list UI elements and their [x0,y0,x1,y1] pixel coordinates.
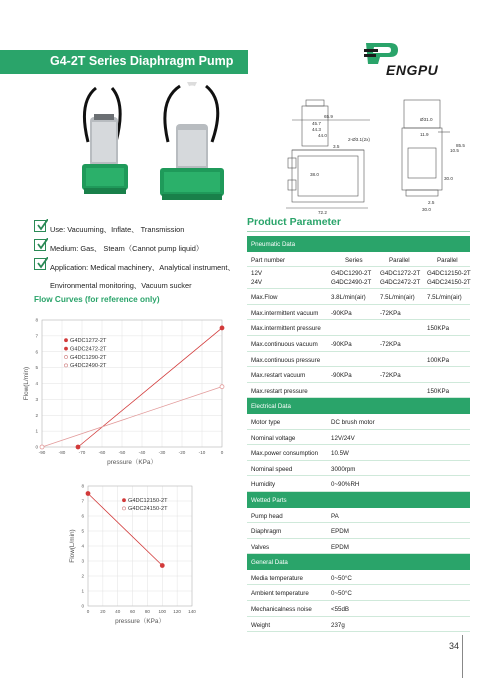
cell: Pump head [251,512,283,520]
x-tick-label: -90 [38,450,46,455]
cell: 100KPa [427,356,450,364]
cell: 0~50°C [331,590,352,598]
legend-label: G4DC2490-2T [70,363,107,370]
cell: G4DC12150-2T [427,270,471,278]
row-pump-head [247,508,470,524]
flow-chart-pressure [60,480,205,625]
y-tick-label: 7 [35,333,38,339]
y-axis-label: Flow(L/min) [23,366,30,401]
cell: 150KPa [427,325,450,333]
x-tick-label: 140 [188,609,196,614]
cell: Max.restart pressure [251,387,308,395]
y-tick-label: 6 [35,349,38,355]
cell: Max.power consumption [251,450,319,458]
cell: Mechanicalness noise [251,606,312,614]
dim-10-5: 10.5 [450,148,459,153]
y-tick-label: 4 [35,381,38,386]
row-cont-pressure [247,352,470,368]
cell: Parallel [389,256,410,264]
cell: 150KPa [427,387,450,395]
cell: G4DC1290-2T [331,270,372,278]
feature-medium-text: Medium: Gas、 Steam（Cannot pump liquid） [50,244,204,253]
cell: -72KPa [380,309,401,317]
x-tick-label: -40 [138,450,146,455]
cell: 7.5L/min(air) [427,294,462,302]
x-tick-label: 120 [173,609,181,614]
feature-application-text: Application: Medical machinery、Analytical instrument、 [50,263,235,272]
y-tick-label: 7 [81,498,84,504]
row-media-temp [247,570,470,586]
cell: Diaphragm [251,528,282,536]
dim-44-3: 44.3 [312,127,321,132]
row-voltage-models [247,267,470,289]
data-point [86,492,90,496]
section-wetted [247,492,470,508]
x-tick-label: 0 [220,450,224,455]
cell: G4DC24150-2T [427,279,471,287]
cell: -90KPa [331,309,352,317]
section-label: General Data [251,559,288,567]
row-speed [247,461,470,477]
series-line [42,387,222,447]
row-valves [247,539,470,555]
y-tick-label: 1 [35,428,38,434]
cell: Nominal voltage [251,434,296,442]
parameter-table [247,236,470,632]
x-tick-label: -30 [158,450,166,455]
cell: 12V/24V [331,434,355,442]
cell: G4DC2490-2T [331,279,372,287]
cell: Ambient temperature [251,590,309,598]
cell: <55dB [331,606,350,614]
row-diaphragm [247,523,470,539]
legend-marker [122,507,125,510]
section-label: Electrical Data [251,403,291,411]
cell: 3.8L/min(air) [331,294,366,302]
cell: G4DC2472-2T [380,279,421,287]
data-point [76,445,80,449]
feature-application-cont: Environmental monitoring、Vacuum sucker [50,281,192,290]
brand-name: ENGPU [386,62,439,78]
cell: Max.intermittent pressure [251,325,321,333]
dim-44-0: 44.0 [318,133,327,138]
cell: DC brush motor [331,418,375,426]
y-tick-label: 5 [81,528,84,534]
y-tick-label: 8 [35,317,38,323]
dim-11-9: 11.9 [420,132,429,137]
dim-30-0-v: 30.0 [444,176,453,181]
row-restart-vacuum [247,367,470,383]
cell: Max.Flow [251,294,278,302]
section-general [247,554,470,570]
row-int-pressure [247,320,470,336]
cell: Nominal speed [251,465,293,473]
row-max-flow [247,289,470,305]
x-tick-label: 40 [115,609,121,614]
flow-curves-title: Flow Curves (for reference only) [34,295,160,304]
cell: 237g [331,621,345,629]
cell: 24V [251,279,263,287]
dim-65-9: 65.9 [324,114,333,119]
dim-45-7: 45.7 [312,121,321,126]
row-weight [247,617,470,633]
title-band [0,50,248,74]
legend-label: G4DC2472-2T [70,346,107,353]
end-view-drawing [398,90,470,215]
y-tick-label: 6 [81,513,84,519]
row-int-vacuum [247,305,470,321]
y-axis-label: Flow(L/min) [69,529,76,563]
feature-use-text: Use: Vacuuming、Inflate、 Transmission [50,225,185,234]
x-tick-label: -10 [198,450,206,455]
dim-2-5: 2.5 [428,200,435,205]
cell: Max.intermittent vacuum [251,309,319,317]
x-tick-label: 0 [86,609,90,614]
row-motor-type [247,414,470,430]
cell: Valves [251,543,270,551]
row-cont-vacuum [247,336,470,352]
legend-marker [64,347,67,350]
dim-72-2: 72.2 [318,210,327,215]
cell: Series [345,256,363,264]
row-nominal-voltage [247,430,470,446]
cell: -72KPa [380,340,401,348]
y-tick-label: 3 [35,396,38,402]
cell: 3000rpm [331,465,356,473]
cell: Max.restart vacuum [251,372,306,380]
checkmark-icon [34,220,46,232]
cell: Media temperature [251,574,303,582]
dim-3-5: 3.5 [333,144,340,149]
checkmark-icon [34,239,46,251]
section-electrical [247,398,470,414]
cell: Motor type [251,418,281,426]
legend-marker [64,339,67,342]
cell: 0~90%RH [331,481,360,489]
y-tick-label: 0 [35,444,38,450]
y-tick-label: 8 [81,483,84,489]
x-tick-label: 80 [144,609,150,614]
page-title: G4-2T Series Diaphragm Pump [50,54,234,68]
y-tick-label: 2 [35,412,38,418]
y-tick-label: 2 [81,573,84,579]
cell: Part number [251,256,286,264]
dim-30-0-h: 30.0 [422,207,431,212]
y-tick-label: 0 [81,603,84,609]
x-axis-label: pressure（KPa） [107,459,157,466]
legend-marker [122,499,125,502]
page-number: 34 [449,641,460,651]
cell: EPDM [331,528,349,536]
row-humidity [247,476,470,492]
legend-marker [64,364,67,367]
dim-31-0: Ø31.0 [420,117,433,122]
section-label: Pneumatic Data [251,241,296,248]
row-power [247,445,470,461]
cell: 10.5W [331,450,349,458]
cell: 7.5L/min(air) [380,294,415,302]
legend-label: G4DC1272-2T [70,338,107,344]
x-tick-label: 60 [130,609,136,614]
legend-label: G4DC1290-2T [70,354,107,361]
cell: G4DC1272-2T [380,270,421,278]
cell: -90KPa [331,340,352,348]
flow-chart-vacuum [20,314,230,474]
cell: Max.continuous pressure [251,356,321,364]
y-tick-label: 1 [81,588,84,594]
series-line [88,494,162,566]
y-tick-label: 3 [81,558,84,564]
page-divider [462,635,463,678]
cell: -90KPa [331,372,352,380]
legend-label: G4DC12150-2T [128,498,168,504]
cell: Humidity [251,481,276,489]
side-view-drawing [278,90,398,215]
data-point [220,326,224,330]
section-pneumatic [247,236,470,252]
cell: Max.continuous vacuum [251,340,318,348]
x-tick-label: -60 [98,450,106,455]
data-point [220,385,224,389]
x-tick-label: -80 [58,450,66,455]
brand-logo [362,40,472,80]
x-tick-label: 20 [100,609,106,614]
y-tick-label: 4 [81,543,84,549]
cell: -72KPa [380,372,401,380]
legend-label: G4DC24150-2T [128,506,168,513]
product-parameter-title: Product Parameter [247,216,341,228]
dim-85-5: 85.5 [456,143,465,148]
checkmark-icon [34,258,46,270]
data-point [40,445,44,449]
cell: Weight [251,621,271,629]
cell: PA [331,512,339,520]
row-part-number [247,252,470,268]
cell: 0~50°C [331,574,352,582]
x-tick-label: -50 [118,450,126,455]
dim-holes: 2-Ø3.1(2x) [348,137,370,142]
title-underline [247,231,470,232]
pump-photo-single [68,82,143,207]
cell: Parallel [437,256,458,264]
data-point [160,564,164,568]
dim-38-0: 38.0 [310,172,319,177]
x-tick-label: -70 [78,450,86,455]
pump-photo-double [150,82,240,212]
y-tick-label: 5 [35,365,38,371]
row-ambient-temp [247,585,470,601]
section-label: Wetted Parts [251,496,287,504]
legend-marker [64,355,67,358]
cell: EPDM [331,543,349,551]
row-noise [247,601,470,617]
cell: 12V [251,270,263,278]
row-restart-pressure [247,383,470,399]
x-axis-label: pressure（KPa） [115,618,165,625]
x-tick-label: 100 [158,609,167,614]
x-tick-label: -20 [178,450,186,455]
